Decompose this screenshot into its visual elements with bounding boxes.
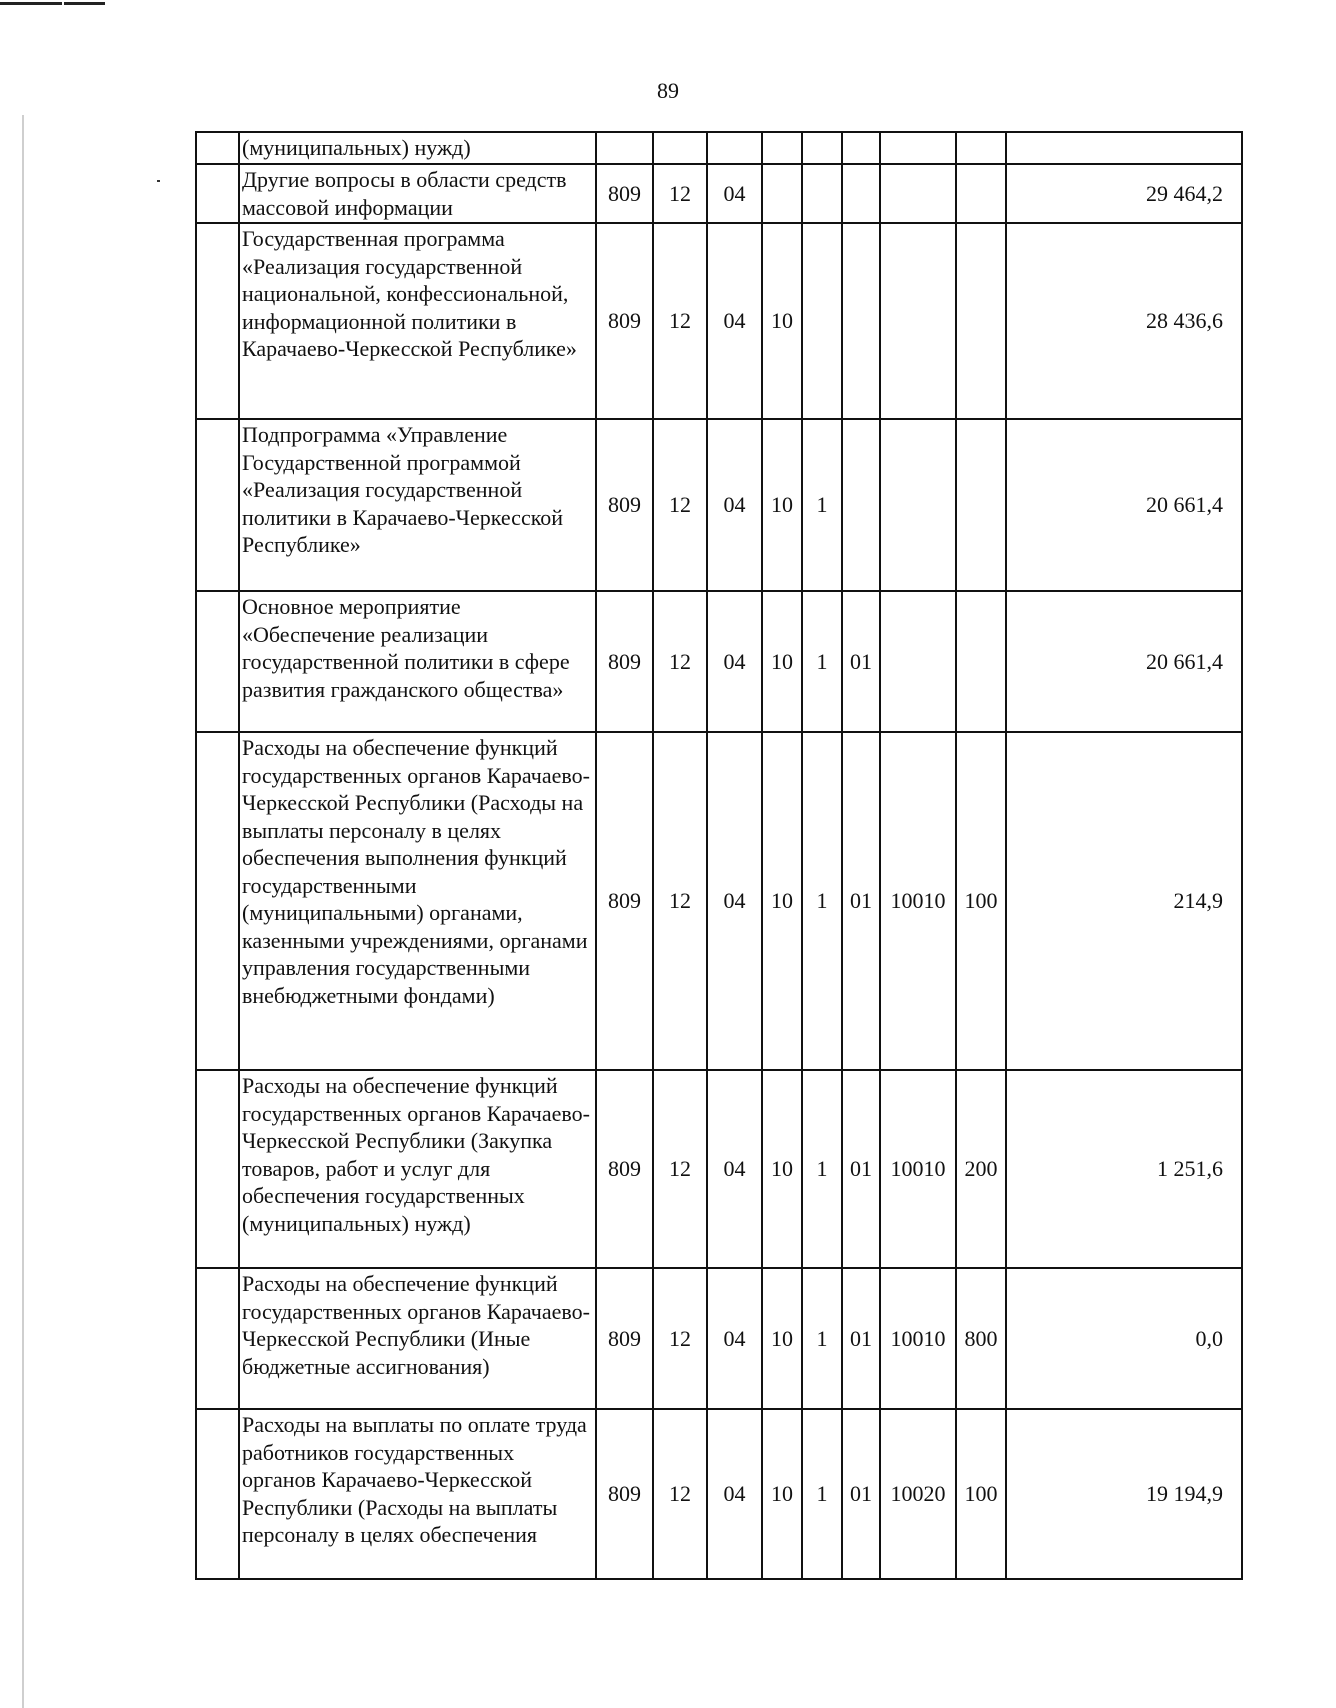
code-cell-5 xyxy=(802,164,842,223)
table-row xyxy=(196,223,1242,419)
code-cell-1: 809 xyxy=(596,1409,653,1579)
code-cell-2: 12 xyxy=(653,1070,707,1268)
code-cell-3: 04 xyxy=(707,223,762,419)
code-cell-4 xyxy=(762,164,802,223)
table-row xyxy=(196,419,1242,591)
amount-cell: 214,9 xyxy=(1006,732,1242,1070)
code-cell-4 xyxy=(762,132,802,164)
expense-name-cell: Расходы на обеспечение функций государственных органов Карачаево-Черкесской Республики (Иные бюджетные ассигнования) xyxy=(239,1268,596,1409)
expense-name-cell: Расходы на обеспечение функций государственных органов Карачаево-Черкесской Республики (Закупка товаров, работ и услуг для обеспечения государственных (муниципальных) нужд) xyxy=(239,1070,596,1268)
code-cell-1: 809 xyxy=(596,732,653,1070)
row-index-cell xyxy=(196,132,239,164)
code-cell-1: 809 xyxy=(596,164,653,223)
code-cell-6: 01 xyxy=(842,732,880,1070)
code-cell-8: 800 xyxy=(956,1268,1006,1409)
code-cell-3: 04 xyxy=(707,1070,762,1268)
amount-cell: 29 464,2 xyxy=(1006,164,1242,223)
code-cell-6: 01 xyxy=(842,591,880,732)
code-cell-2: 12 xyxy=(653,1268,707,1409)
code-cell-2: 12 xyxy=(653,419,707,591)
code-cell-2: 12 xyxy=(653,164,707,223)
code-cell-4: 10 xyxy=(762,1409,802,1579)
code-cell-3: 04 xyxy=(707,1268,762,1409)
code-cell-7 xyxy=(880,132,956,164)
code-cell-8 xyxy=(956,164,1006,223)
code-cell-7 xyxy=(880,419,956,591)
scan-edge-gap xyxy=(62,2,64,5)
row-index-cell xyxy=(196,732,239,1070)
expense-name-cell: Подпрограмма «Управление Государственной программой «Реализация государственной политики в Карачаево-Черкесской Республике» xyxy=(239,419,596,591)
code-cell-8: 100 xyxy=(956,732,1006,1070)
code-cell-7: 10010 xyxy=(880,1268,956,1409)
page-number: 89 xyxy=(657,78,679,103)
row-index-cell xyxy=(196,419,239,591)
code-cell-6: 01 xyxy=(842,1409,880,1579)
code-cell-1: 809 xyxy=(596,223,653,419)
code-cell-5 xyxy=(802,132,842,164)
row-index-cell xyxy=(196,164,239,223)
code-cell-8 xyxy=(956,591,1006,732)
code-cell-3: 04 xyxy=(707,1409,762,1579)
code-cell-8 xyxy=(956,223,1006,419)
expense-name-cell: Другие вопросы в области средств массовой информации xyxy=(239,164,596,223)
code-cell-7 xyxy=(880,223,956,419)
code-cell-4: 10 xyxy=(762,419,802,591)
code-cell-2: 12 xyxy=(653,732,707,1070)
row-index-cell xyxy=(196,1409,239,1579)
code-cell-3: 04 xyxy=(707,591,762,732)
code-cell-7 xyxy=(880,164,956,223)
code-cell-3 xyxy=(707,132,762,164)
amount-cell xyxy=(1006,132,1242,164)
code-cell-5: 1 xyxy=(802,591,842,732)
expense-name-cell: Расходы на выплаты по оплате труда работников государственных органов Карачаево-Черкесской Республики (Расходы на выплаты персоналу в целях обеспечения xyxy=(239,1409,596,1579)
code-cell-8: 100 xyxy=(956,1409,1006,1579)
row-index-cell xyxy=(196,223,239,419)
table-row xyxy=(196,164,1242,223)
code-cell-5: 1 xyxy=(802,732,842,1070)
table-row xyxy=(196,1409,1242,1579)
code-cell-4: 10 xyxy=(762,1268,802,1409)
code-cell-5: 1 xyxy=(802,1268,842,1409)
code-cell-5: 1 xyxy=(802,1070,842,1268)
row-index-cell xyxy=(196,1070,239,1268)
code-cell-6 xyxy=(842,132,880,164)
code-cell-3: 04 xyxy=(707,732,762,1070)
code-cell-5: 1 xyxy=(802,1409,842,1579)
code-cell-4: 10 xyxy=(762,732,802,1070)
row-index-cell xyxy=(196,1268,239,1409)
table-body xyxy=(196,132,1242,1579)
scan-speck xyxy=(157,180,160,182)
code-cell-8 xyxy=(956,132,1006,164)
row-index-cell xyxy=(196,591,239,732)
table-row xyxy=(196,1070,1242,1268)
code-cell-6 xyxy=(842,419,880,591)
code-cell-4: 10 xyxy=(762,591,802,732)
code-cell-8: 200 xyxy=(956,1070,1006,1268)
code-cell-2 xyxy=(653,132,707,164)
amount-cell: 20 661,4 xyxy=(1006,591,1242,732)
code-cell-7: 10010 xyxy=(880,1070,956,1268)
amount-cell: 28 436,6 xyxy=(1006,223,1242,419)
code-cell-1: 809 xyxy=(596,419,653,591)
expense-name-cell: (муниципальных) нужд) xyxy=(239,132,596,164)
amount-cell: 0,0 xyxy=(1006,1268,1242,1409)
code-cell-6: 01 xyxy=(842,1070,880,1268)
amount-cell: 19 194,9 xyxy=(1006,1409,1242,1579)
expense-name-cell: Основное мероприятие «Обеспечение реализации государственной политики в сфере развития гражданского общества» xyxy=(239,591,596,732)
code-cell-3: 04 xyxy=(707,419,762,591)
table-row xyxy=(196,1268,1242,1409)
table-row xyxy=(196,591,1242,732)
table-row xyxy=(196,732,1242,1070)
code-cell-5: 1 xyxy=(802,419,842,591)
scan-edge-mark xyxy=(0,2,105,5)
code-cell-6 xyxy=(842,223,880,419)
code-cell-2: 12 xyxy=(653,591,707,732)
code-cell-5 xyxy=(802,223,842,419)
code-cell-8 xyxy=(956,419,1006,591)
expense-name-cell: Государственная программа «Реализация государственной национальной, конфессиональной, информационной политики в Карачаево-Черкесской Республике» xyxy=(239,223,596,419)
code-cell-1: 809 xyxy=(596,1268,653,1409)
expense-name-cell: Расходы на обеспечение функций государственных органов Карачаево-Черкесской Республики (Расходы на выплаты персоналу в целях обеспечения выполнения функций государственными (муниципальными) органами, казенными учреждениями, органами управления государственными внебюджетными фондами) xyxy=(239,732,596,1070)
code-cell-4: 10 xyxy=(762,223,802,419)
code-cell-7 xyxy=(880,591,956,732)
budget-table xyxy=(195,131,1243,1580)
code-cell-3: 04 xyxy=(707,164,762,223)
amount-cell: 20 661,4 xyxy=(1006,419,1242,591)
code-cell-1 xyxy=(596,132,653,164)
code-cell-6: 01 xyxy=(842,1268,880,1409)
page-fold-line xyxy=(22,115,24,1708)
table-row xyxy=(196,132,1242,164)
code-cell-7: 10010 xyxy=(880,732,956,1070)
code-cell-6 xyxy=(842,164,880,223)
code-cell-1: 809 xyxy=(596,591,653,732)
code-cell-4: 10 xyxy=(762,1070,802,1268)
amount-cell: 1 251,6 xyxy=(1006,1070,1242,1268)
code-cell-7: 10020 xyxy=(880,1409,956,1579)
code-cell-2: 12 xyxy=(653,223,707,419)
code-cell-1: 809 xyxy=(596,1070,653,1268)
code-cell-2: 12 xyxy=(653,1409,707,1579)
